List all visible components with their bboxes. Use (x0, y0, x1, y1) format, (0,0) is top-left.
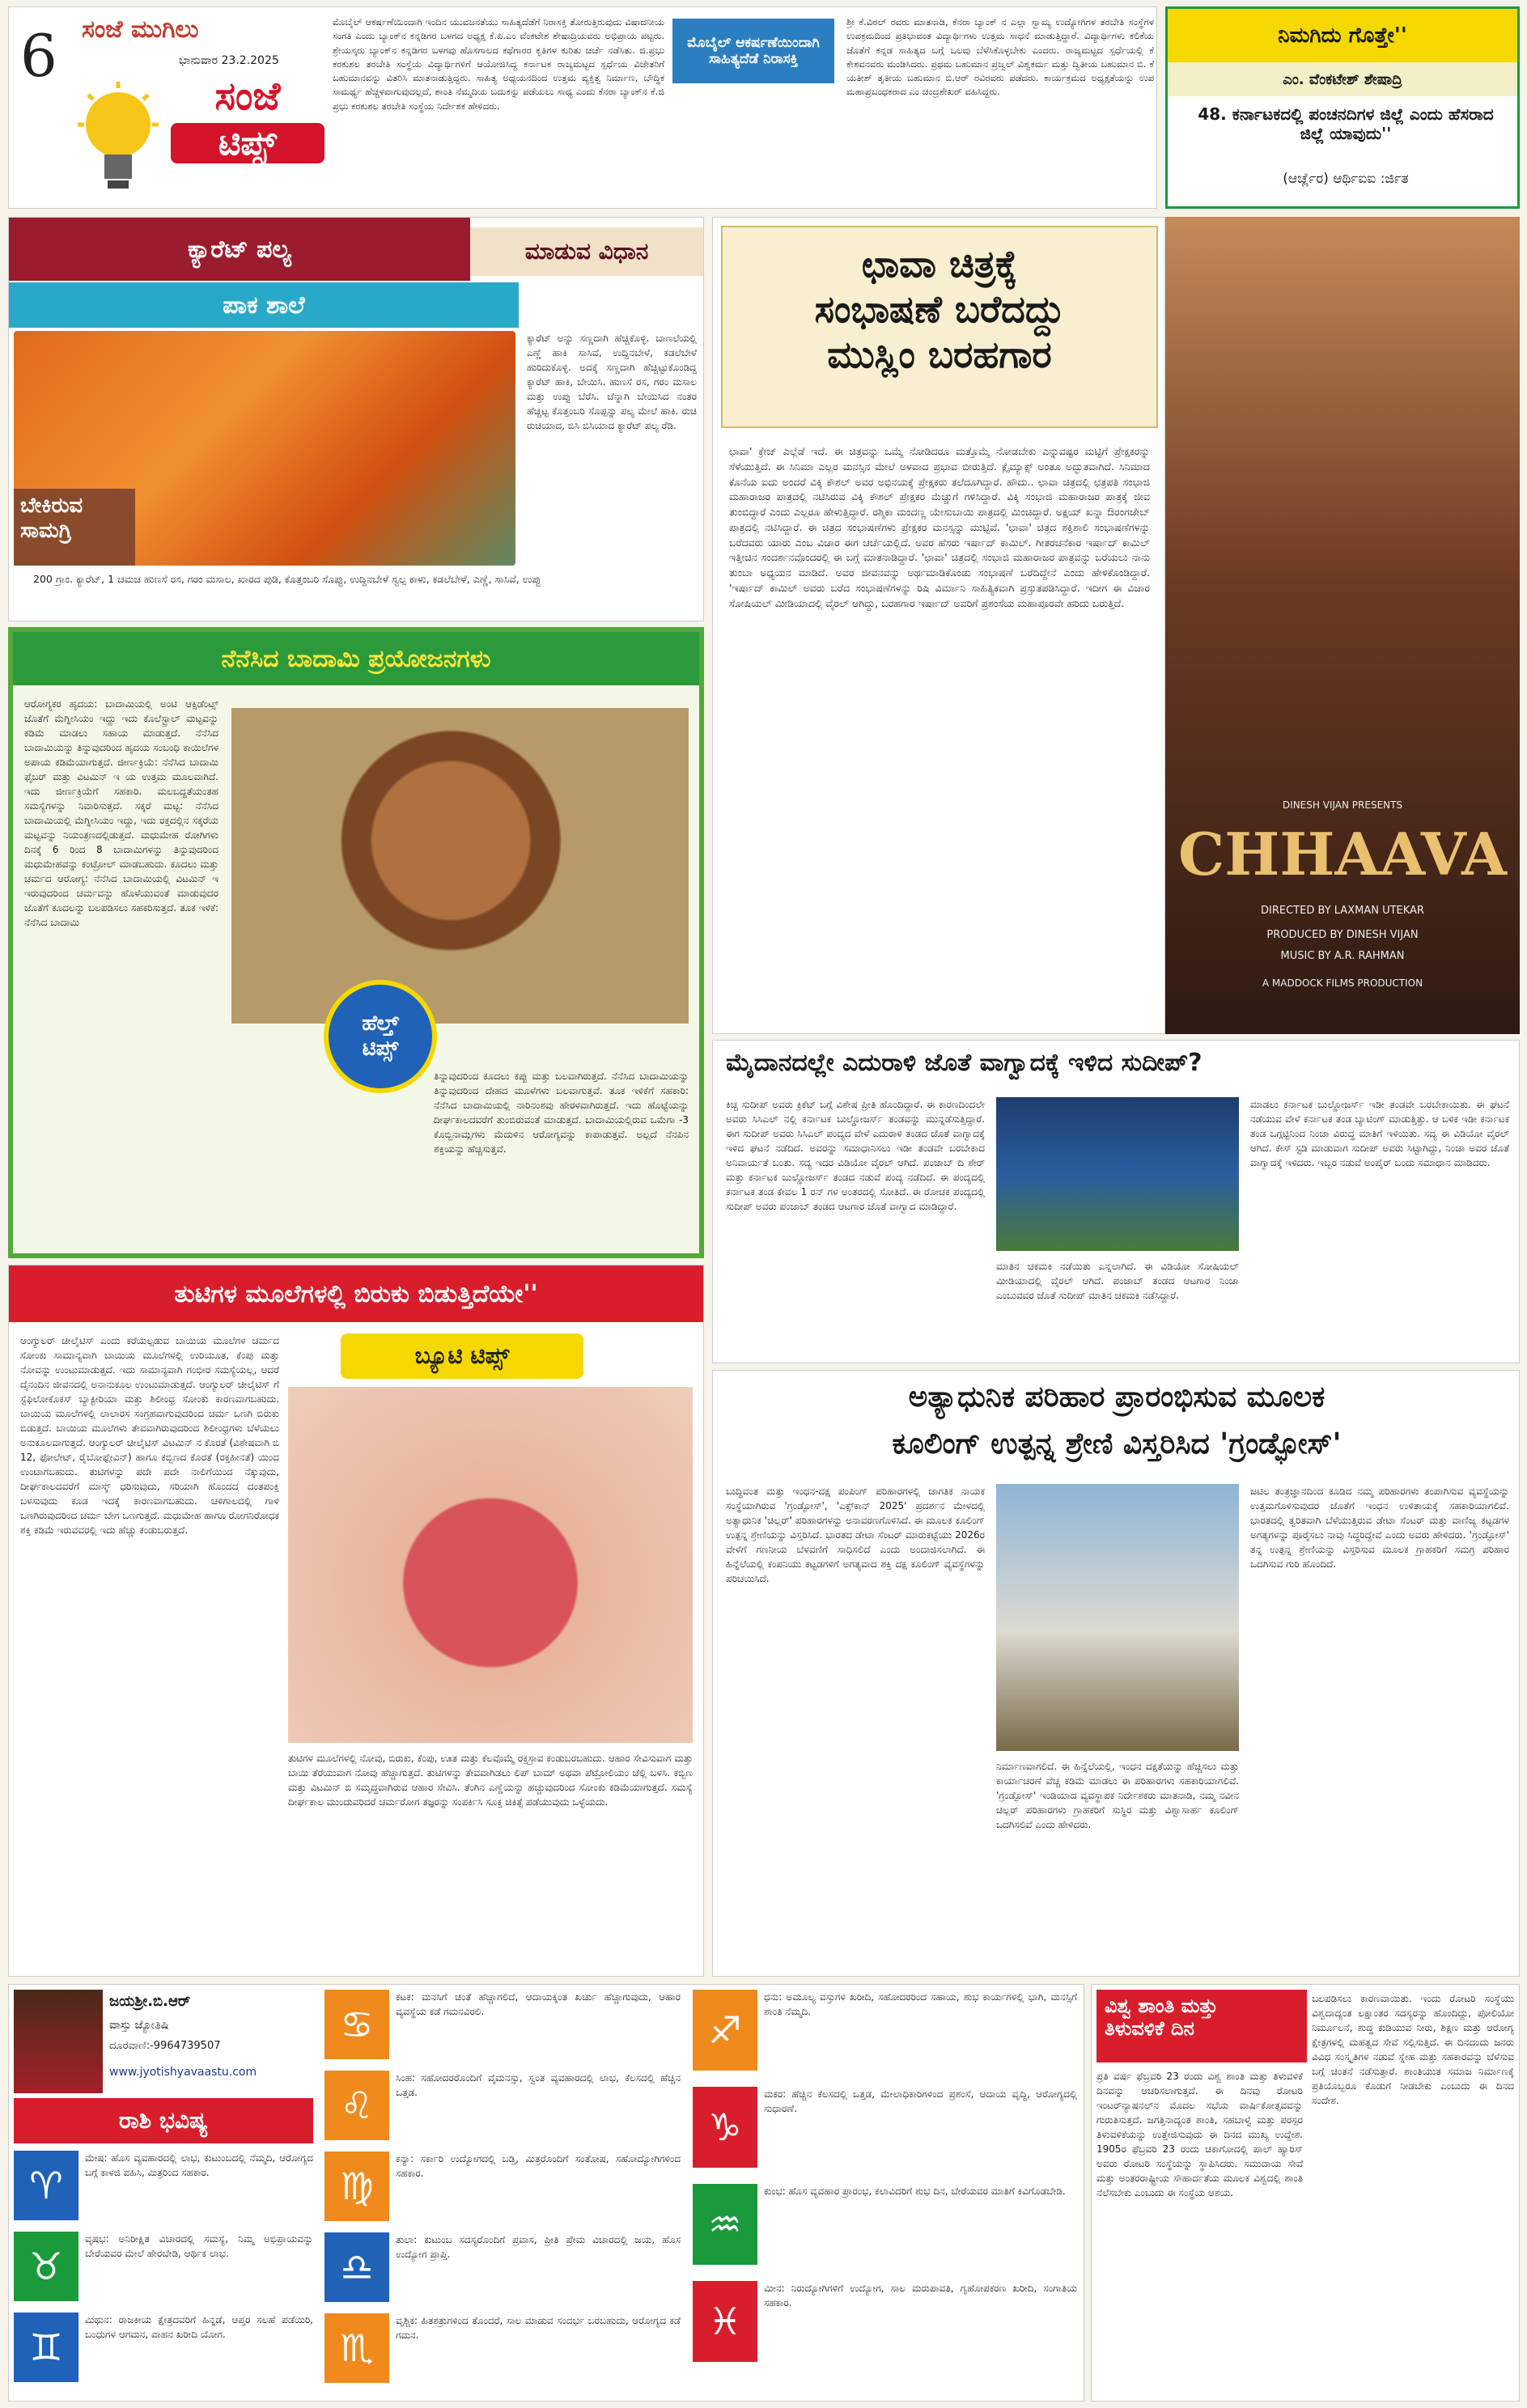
sudeep-col3: ಮಾಡಲು ಕರ್ನಾಟಕ ಬುಲ್ಡೋಜರ್ಸ್ ಇಡೀ ತಂಡವೇ ಬರಬೇಕಾಯಿತು. ಈ ಘಟನೆ ನಡೆಯುವ ವೇಳೆ ಕರ್ನಾಟಕ ತಂಡ ಬ್ಯಾಟಿಂಗ್ ಮಾಡುತ್ತಿತ್ತು. ಆ ಬಳಿಕ ಇಡೀ ಕರ್ನಾಟಕ ತಂಡ ಒಗ್ಗಟ್ಟಿನಿಂದ ನಿಂಜಾ ವಿರುದ್ಧ ಮಾತಿಗೆ ಇಳಿಯಿತು. ಸದ್ಯ ಈ ವಿಡಿಯೋ ವೈರಲ್ ಆಗಿದೆ. ಕೇಸ್ ಸ್ಟಡಿ ಮಾಡುವಾಗ ಸುದೀಪ್ ಅವರು ಸಿಟ್ಟಾಗಿದ್ದು, ನಿಂಜಾ ಅವರ ಜೊತೆ ವಾಗ್ವಾದಕ್ಕೆ ಇಳಿದರು. ಇಬ್ಬರ ನಡುವೆ ಅಂಪೈರ್ ಬಂದು ಸಮಾಧಾನ ಮಾಡಿದರು. (1250, 1099, 1509, 1168)
peace-title-line2: ತಿಳುವಳಿಕೆ ದಿನ (1105, 2017, 1194, 2040)
horoscope-text: ಮೇಷ: ಹೊಸ ವ್ಯವಹಾರದಲ್ಲಿ ಲಾಭ, ಕುಟುಂಬದಲ್ಲಿ ನೆಮ್ಮದಿ, ಆರೋಗ್ಯದ ಬಗ್ಗೆ ಕಾಳಜಿ ವಹಿಸಿ, ಮಿತ್ರರಿಂದ ಸಹಕಾರ. (85, 2152, 313, 2178)
aquarius-icon: ♒ (693, 2184, 757, 2265)
chhaava-body: ಛಾವಾ' ಕ್ರೇಜ್ ಎಲ್ಲೆಡೆ ಇದೆ. ಈ ಚಿತ್ರವನ್ನು ಒಮ್ಮೆ ನೋಡಿದರೂ ಮತ್ತೊಮ್ಮೆ ನೋಡಬೇಕು ಎನ್ನುವಷ್ಟರ ಮಟ್ಟಿಗೆ ಪ್ರೇಕ್ಷಕರನ್ನು ಸೆಳೆಯುತ್ತಿದೆ. ಈ ಸಿನಿಮಾ ಎಲ್ಲರ ಮನಸ್ಸಿನ ಮೇಲೆ ಅಳವಾದ ಪ್ರಭಾವ ಬೀರುತ್ತಿದೆ. ಕ್ಲೈಮ್ಯಾಕ್ಸ್ ಅಂತೂ ಅದ್ಭುತವಾಗಿದೆ. ಸಿನಿಮಾದ ಕೊನೆಯ ಐದು ಅಂದರೆ ವಿಕ್ಕಿ ಕೌಶಲ್ ಅವರ ಅಭಿನಯಕ್ಕೆ ಪ್ರೇಕ್ಷಕರು ತಲೆದೂಗಿದ್ದಾರೆ. ಹೌದು.. ಛಾವಾ ಚಿತ್ರದಲ್ಲಿ ಛತ್ರಪತಿ ಸಂಭಾಜಿ ಮಹಾರಾಜರ ಪಾತ್ರದಲ್ಲಿ ನಟಿಸಿರುವ ವಿಕ್ಕಿ ಕೌಶಲ್ ಪ್ರೇಕ್ಷಕರ ಮೆಚ್ಚುಗೆ ಗಳಿಸಿದ್ದಾರೆ. ವಿಕ್ಕಿ ಸಂಭಾಜಿ ಮಹಾರಾಜರ ಪಾತ್ರಕ್ಕೆ ಜೀವ ತುಂಬಿದ್ದಾರೆ ಎಂದು ಎಲ್ಲರೂ ಹೇಳುತ್ತಿದ್ದಾರೆ. ರಶ್ಮಿಕಾ ಮಂದಣ್ಣ ಯೇಸುಬಾಯಿ ಪಾತ್ರದಲ್ಲಿ ಮಿಂಚಿದ್ದಾರೆ. ಅಕ್ಷಯ್ ಖನ್ನಾ ಔರಂಗಜೇಬ್ ಪಾತ್ರದಲ್ಲಿ ನಟಿಸಿದ್ದಾರೆ. ಈ ಚಿತ್ರದ ಸಂಭಾಷಣೆಗಳು ಪ್ರೇಕ್ಷಕರ ಮನಸ್ಸನ್ನು ಮುಟ್ಟಿವೆ. 'ಛಾವಾ' ಚಿತ್ರದ ಶಕ್ತಿಶಾಲಿ ಸಂಭಾಷಣೆಗಳನ್ನು ಬರೆದವರು ಯಾರು ಎಂಬ ವಿಚಾರ ಈಗ ಚರ್ಚೆಯಲ್ಲಿದೆ. ಅವರ ಹೆಸರು ಇರ್ಷಾದ್ ಕಾಮಿಲ್. ಗೀತರಚನೆಕಾರ ಇರ್ಷಾದ್ ಕಾಮಿಲ್ ಇತ್ತೀಚಿನ ಸಂದರ್ಶನವೊಂದರಲ್ಲಿ ಈ ಬಗ್ಗೆ ಮಾತನಾಡಿದ್ದಾರೆ. 'ಛಾವಾ' ಚಿತ್ರದಲ್ಲಿ ಸಂಭಾಜಿ ಮಹಾರಾಜರ ಪಾತ್ರವನ್ನು ಬರೆಯಲು ನಾನು ತುಂಬಾ ಅಧ್ಯಯನ ಮಾಡಿದೆ. ಅವರ ಜೀವನವನ್ನು ಅರ್ಥಮಾಡಿಕೊಂಡು ಸಂಭಾಷಣೆ ಬರೆದಿದ್ದೇನೆ ಎಂದು ಹೇಳಿಕೊಂಡಿದ್ದಾರೆ. 'ಇರ್ಷಾದ್ ಕಾಮಿಲ್ ಅವರು ಬರೆದ ಸಂಭಾಷಣೆಗಳನ್ನು ರಿಷಿ ವಿರ್ಮಾನಿ ಸಾಹಿತ್ಯಿಕವಾಗಿ ಪ್ರಸ್ತುತಪಡಿಸಿದ್ದಾರೆ. ಇದೀಗ ಈ ವಿಚಾರ ಸೋಷಿಯಲ್ ಮೀಡಿಯಾದಲ್ಲಿ ವೈರಲ್ ಆಗಿದ್ದು, ಬರಹಗಾರ ಇರ್ಷಾದ್ ಅವರಿಗೆ ಪ್ರಶಂಸೆಯ ಮಹಾಪೂರವೇ ಹರಿದು ಬರುತ್ತಿದೆ. (729, 445, 1150, 609)
horoscope-item (324, 2313, 681, 2394)
peace-col2: ಬಲಪಡಿಸಲು ಕಾರಣವಾಯಿತು. ಇಂದು ರೋಟರಿ ಸಂಸ್ಥೆಯು ವಿಶ್ವದಾದ್ಯಂತ ಲಕ್ಷಾಂತರ ಸದಸ್ಯರನ್ನು ಹೊಂದಿದ್ದು, ಪೋಲಿಯೋ ನಿರ್ಮೂಲನೆ, ಶುದ್ಧ ಕುಡಿಯುವ ನೀರು, ಶಿಕ್ಷಣ ಮತ್ತು ಆರೋಗ್ಯ ಕ್ಷೇತ್ರಗಳಲ್ಲಿ ಮಹತ್ವದ ಸೇವೆ ಸಲ್ಲಿಸುತ್ತಿದೆ. ಈ ದಿನದಂದು ಜನರು ವಿವಿಧ ಸಂಸ್ಕೃತಿಗಳ ನಡುವೆ ಸ್ನೇಹ ಮತ್ತು ಸಹಕಾರವನ್ನು ಬೆಳೆಸುವ ಬಗ್ಗೆ ಚಿಂತನೆ ನಡೆಸುತ್ತಾರೆ. ಶಾಂತಿಯುತ ಸಮಾಜ ನಿರ್ಮಾಣಕ್ಕೆ ಪ್ರತಿಯೊಬ್ಬರೂ ಕೊಡುಗೆ ನೀಡಬೇಕು ಎಂಬುದು ಈ ದಿನದ ಸಂದೇಶ. (1312, 1993, 1514, 2106)
section-title-line1: ಸಂಜೆ (214, 74, 281, 119)
badge-line1: ಹೆಲ್ತ್ (362, 1011, 399, 1036)
horoscope-col3 (693, 1990, 1077, 2398)
recipe-section-label: ಪಾಕ ಶಾಲೆ (9, 282, 519, 328)
quiz-answer: (ಆರ್ಚ್ಲೆರ) ಆರ್ಥಿಐಐ :ರ್ಜಿತ (1283, 171, 1409, 187)
grundfos-title-line1: ಅತ್ಯಾಧುನಿಕ ಪರಿಹಾರ ಪ್ರಾರಂಭಿಸುವ ಮೂಲಕ (908, 1380, 1326, 1414)
lips-section (8, 1265, 704, 1977)
horoscope-text: ತುಲಾ: ಕುಟುಂಬ ಸದಸ್ಯರೊಂದಿಗೆ ಪ್ರವಾಸ, ಪ್ರೀತಿ ಪ್ರೇಮ ವಿಚಾರದಲ್ಲಿ ಜಯ, ಹೊಸ ಉದ್ಯೋಗ ಪ್ರಾಪ್ತಿ. (396, 2234, 681, 2260)
almond-title: ನೆನೆಸಿದ ಬಾದಾಮಿ ಪ್ರಯೋಜನಗಳು (13, 632, 699, 685)
aries-icon: ♈ (14, 2151, 78, 2220)
horoscope-text: ಮಕರ: ಹೆಚ್ಚಿನ ಕೆಲಸದಲ್ಲಿ ಒತ್ತಡ, ಮೇಲಾಧಿಕಾರಿಗಳಿಂದ ಪ್ರಶಂಸೆ, ಆದಾಯ ವೃದ್ಧಿ, ಆರೋಗ್ಯದಲ್ಲಿ ಸುಧಾರಣೆ. (764, 2088, 1077, 2114)
almond-section (8, 627, 704, 1258)
horoscope-item (693, 2184, 1077, 2281)
grundfos-col1: ಬುದ್ಧಿವಂತ ಮತ್ತು ಇಂಧನ-ದಕ್ಷ ಪಂಪಿಂಗ್ ಪರಿಹಾರಗಳಲ್ಲಿ ಜಾಗತಿಕ ನಾಯಕ ಸಂಸ್ಥೆಯಾಗಿರುವ 'ಗ್ರಂಡ್ಫೋಸ್', 'ಎಕ್ಸ್‌ಕಾನ್ 2025' ಪ್ರದರ್ಶನ ಮೇಳದಲ್ಲಿ ಅತ್ಯಾಧುನಿಕ 'ಚಿಲ್ಲರ್' ಪರಿಹಾರಗಳನ್ನು ಅನಾವರಣಗೊಳಿಸಿದೆ. ಈ ಮೂಲಕ ಕೂಲಿಂಗ್ ಉತ್ಪನ್ನ ಶ್ರೇಣಿಯನ್ನು ವಿಸ್ತರಿಸಿದೆ. ಭಾರತದ ಡೇಟಾ ಸೆಂಟರ್ ಮಾರುಕಟ್ಟೆಯು 2026ರ ವೇಳೆಗೆ ಗಣನೀಯ ಬೆಳವಣಿಗೆ ಸಾಧಿಸಲಿದೆ ಎಂದು ಅಂದಾಜಿಸಲಾಗಿದೆ. ಈ ಹಿನ್ನೆಲೆಯಲ್ಲಿ ಕಂಪನಿಯು ಕಟ್ಟಡಗಳಿಗೆ ಅಗತ್ಯವಾದ ಶಕ್ತಿ ದಕ್ಷ ಕೂಲಿಂಗ್ ವ್ಯವಸ್ಥೆಗಳನ್ನು ಪರಿಚಯಿಸಿದೆ. (726, 1486, 985, 1584)
almond-col2: ತಿನ್ನುವುದರಿಂದ ಕೂದಲು ಕಪ್ಪು ಮತ್ತು ಬಲವಾಗಿರುತ್ತದೆ. ನೆನೆಸಿದ ಬಾದಾಮಿಯನ್ನು ತಿನ್ನುವುದರಿಂದ ದೇಹದ ಮೂಳೆಗಳು ಬಲವಾಗುತ್ತವೆ. ತೂಕ ಇಳಿಕೆಗೆ ಸಹಕಾರಿ: ನೆನೆಸಿದ ಬಾದಾಮಿಯಲ್ಲಿ ನಾರಿನಂಶವು ಹೇರಳವಾಗಿರುತ್ತದೆ. ಇದು ಹೊಟ್ಟೆಯನ್ನು ದೀರ್ಘಕಾಲದವರೆಗೆ ತುಂಬಿರುವಂತೆ ಮಾಡುತ್ತದೆ. ಬಾದಾಮಿಯಲ್ಲಿರುವ ಒಮೆಗಾ -3 ಕೊಬ್ಬಿನಾಮ್ಲಗಳು ಮೆದುಳಿನ ಆರೋಗ್ಯವನ್ನು ಕಾಪಾಡುತ್ತವೆ. ಅಲ್ಲದೆ ನೆನಪಿನ ಶಕ್ತಿಯನ್ನು ಹೆಚ್ಚಿಸುತ್ತವೆ. (434, 1070, 689, 1155)
recipe-section (8, 217, 704, 621)
horoscope-text: ಕಟಕ: ಮನಸಿಗೆ ಚಿಂತೆ ಹೆಚ್ಚಾಗಲಿದೆ, ಆದಾಯಕ್ಕಿಂತ ಖರ್ಚು ಹೆಚ್ಚಾಗುವುದು, ಆಹಾರ ವ್ಯವಸ್ಥೆಯ ಕಡೆ ಗಮನವಿರಲಿ. (396, 1991, 681, 2017)
horoscope-text: ವೃಷಭ: ಅನಿರೀಕ್ಷಿತ ವಿಚಾರದಲ್ಲಿ ಸಮಸ್ಯೆ, ನಿಮ್ಮ ಅಭಿಪ್ರಾಯವನ್ನು ಬೇರೆಯವರ ಮೇಲೆ ಹೇರಬೇಡಿ, ಆರ್ಥಿಕ ಲಾಭ. (85, 2233, 313, 2259)
lips-title: ತುಟಿಗಳ ಮೂಲೆಗಳಲ್ಲಿ ಬಿರುಕು ಬಿಡುತ್ತಿದೆಯೇ'' (9, 1265, 703, 1322)
recipe-method-label: ಮಾಡುವ ವಿಧಾನ (470, 227, 703, 276)
horoscope-item (14, 2313, 313, 2393)
capricorn-icon: ♑ (693, 2087, 757, 2168)
quiz-author: ಎಂ. ವೆಂಕಟೇಶ್ ಶೇಷಾದ್ರಿ (1168, 62, 1517, 96)
horoscope-text: ಸಿಂಹ: ಸಹೋದರರೊಂದಿಗೆ ವೈಮನಸ್ಸು, ಸ್ವಂತ ವ್ಯವಹಾರದಲ್ಲಿ ಲಾಭ, ಕೆಲಸದಲ್ಲಿ ಹೆಚ್ಚಿನ ಒತ್ತಡ. (396, 2072, 681, 2098)
chhaava-poster (1165, 217, 1520, 1034)
horoscope-text: ಮಿಥುನ: ರಾಜಕೀಯ ಕ್ಷೇತ್ರದವರಿಗೆ ಹಿನ್ನಡೆ, ಆಪ್ತರ ಸಲಹೆ ಪಡೆಯಿರಿ, ಬಂಧುಗಳ ಆಗಮನ, ವಾಹನ ಖರೀದಿ ಯೋಗ. (85, 2314, 313, 2340)
horoscope-col1 (14, 2151, 313, 2397)
astrologer-phone: ದೂರವಾಣಿ:-9964739507 (109, 2040, 221, 2052)
poster-director: DIRECTED BY LAXMAN UTEKAR (1261, 905, 1424, 917)
paper-date: ಭಾನುವಾರ 23.2.2025 (179, 54, 279, 67)
astrologer-role: ವಾಸ್ತು ಜ್ಯೋತಿಷಿ (109, 2019, 169, 2032)
horoscope-text: ವೃಶ್ಚಿಕ: ಹಿತಶತ್ರುಗಳಿಂದ ತೊಂದರೆ, ಸಾಲ ಮಾಡುವ ಸಂದರ್ಭ ಬರಬಹುದು, ಆರೋಗ್ಯದ ಕಡೆ ಗಮನ. (396, 2315, 681, 2341)
horoscope-item (693, 2281, 1077, 2378)
ingredients-label (14, 489, 135, 566)
recipe-ingredients-text: 200 ಗ್ರಾಂ. ಕ್ಯಾರೆಟ್, 1 ಚಮಚ ಹುಣಸೆ ರಸ, ಗರಂ ಮಸಾಲ, ಖಾರದ ಪುಡಿ, ಕೊತ್ತಂಬರಿ ಸೊಪ್ಪು, ಉದ್ದಿನಬೇಳೆ ಸ್ವಲ್ಪ ಕಾಳು, ಕಡಲೆಬೇಳೆ, ಎಣ್ಣೆ, ಸಾಸಿವೆ, ಉಪ್ಪು (33, 573, 541, 585)
recipe-dish-title: ಕ್ಯಾರೆಟ್ ಪಲ್ಯ (9, 218, 470, 281)
horoscope-item (324, 2152, 681, 2232)
poster-music: MUSIC BY A.R. RAHMAN (1280, 950, 1405, 962)
almond-bowl-photo (231, 708, 689, 1024)
horoscope-item (324, 2071, 681, 2152)
sagittarius-icon: ♐ (693, 1990, 757, 2071)
horoscope-item (324, 1990, 681, 2071)
astrologer-photo (14, 1990, 103, 2093)
horoscope-text: ಕುಂಭ: ಹೊಸ ವ್ಯವಹಾರ ಪ್ರಾರಂಭ, ಕಲಾವಿದರಿಗೆ ಶುಭ ದಿನ, ಬೇರೆಯವರ ಮಾತಿಗೆ ಕಿವಿಗೊಡಬೇಡಿ. (764, 2185, 1066, 2197)
recipe-method-text: ಕ್ಯಾರೆಟ್ ಅನ್ನು ಸಣ್ಣದಾಗಿ ಹೆಚ್ಚಿಕೊಳ್ಳಿ. ಬಾಣಲೆಯಲ್ಲಿ ಎಣ್ಣೆ ಹಾಕಿ ಸಾಸಿವೆ, ಉದ್ದಿನಬೇಳೆ, ಕಡಲೆಬೇಳೆ ಹುರಿದುಕೊಳ್ಳಿ. ಅದಕ್ಕೆ ಸಣ್ಣದಾಗಿ ಹೆಚ್ಚಿಟ್ಟುಕೊಂಡಿದ್ದ ಕ್ಯಾರೆಟ್ ಹಾಕಿ, ಬೇಯಿಸಿ. ಹುಣಸೆ ರಸ, ಗರಂ ಮಸಾಲ ಮತ್ತು ಉಪ್ಪು ಬೆರೆಸಿ. ಚೆನ್ನಾಗಿ ಬೇಯಿಸಿದ ನಂತರ ಹೆಚ್ಚಿಟ್ಟ ಕೊತ್ತಂಬರಿ ಸೊಪ್ಪನ್ನು ಪಲ್ಯ ಮೇಲೆ ಹಾಕಿ. ರುಚಿ ರುಚಿಯಾದ, ಬಿಸಿ ಬಿಸಿಯಾದ ಕ್ಯಾರೆಟ್ ಪಲ್ಯ ರೆಡಿ. (527, 333, 697, 431)
lips-col2: ತುಟಿಗಳ ಮೂಲೆಗಳಲ್ಲಿ ನೋವು, ಬಿರುಕು, ಕೆಂಪು, ಊತ ಮತ್ತು ಕೆಲವೊಮ್ಮೆ ರಕ್ತಸ್ರಾವ ಕಂಡುಬರಬಹುದು. ಆಹಾರ ಸೇವಿಸುವಾಗ ಮತ್ತು ಬಾಯಿ ತೆರೆಯುವಾಗ ನೋವು ಹೆಚ್ಚಾಗುತ್ತದೆ. ತುಟಿಗಳನ್ನು ತೇವವಾಗಿಡಲು ಲಿಪ್ ಬಾಮ್ ಅಥವಾ ಪೆಟ್ರೋಲಿಯಂ ಜೆಲ್ಲಿ ಬಳಸಿ. ಕಬ್ಬಿಣ ಮತ್ತು ವಿಟಮಿನ್ ಬಿ ಸಮೃದ್ಧವಾಗಿರುವ ಆಹಾರ ಸೇವಿಸಿ. ತೆಂಗಿನ ಎಣ್ಣೆಯನ್ನು ಹಚ್ಚುವುದರಿಂದ ಸೋಂಕು ಕಡಿಮೆಯಾಗುತ್ತದೆ. ಸಮಸ್ಯೆ ದೀರ್ಘಕಾಲ ಮುಂದುವರಿದರೆ ಚರ್ಮರೋಗ ತಜ್ಞರನ್ನು ಸಂಪರ್ಕಿಸಿ ಸೂಕ್ತ ಚಿಕಿತ್ಸೆ ಪಡೆಯುವುದು ಒಳ್ಳೆಯದು. (288, 1753, 693, 1808)
chhaava-headline-box (721, 226, 1158, 428)
chhaava-article (712, 217, 1165, 1034)
poster-presents: DINESH VIJAN PRESENTS (1282, 799, 1403, 811)
cancer-icon: ♋ (324, 1990, 389, 2059)
horoscope-text: ಮೀನ: ನಿರುದ್ಯೋಗಿಗಳಿಗೆ ಉದ್ಯೋಗ, ಸಾಲ ಮರುಪಾವತಿ, ಗೃಹೋಪಕರಣ ಖರೀದಿ, ಸಂಗಾತಿಯ ಸಹಕಾರ. (764, 2283, 1077, 2308)
horoscope-section-title: ರಾಶಿ ಭವಿಷ್ಯ (14, 2098, 313, 2143)
astrologer-name: ಜಯಶ್ರೀ.ಬಿ.ಆರ್ (109, 1993, 191, 2010)
top-story-headline: ಮೊಬೈಲ್ ಆಕರ್ಷಣೆಯಿಂದಾಗಿ ಸಾಹಿತ್ಯದೆಡೆ ನಿರಾಸಕ್ತಿ (672, 19, 834, 83)
quiz-question: 48. ಕರ್ನಾಟಕದಲ್ಲಿ ಪಂಚನದಿಗಳ ಜಿಲ್ಲೆ ಎಂದು ಹೆಸರಾದ ಜಿಲ್ಲೆ ಯಾವುದು'' (1198, 104, 1494, 143)
virgo-icon: ♍ (324, 2152, 389, 2221)
sudeep-article (712, 1040, 1520, 1363)
chhaava-title-line2: ಸಂಭಾಷಣೆ ಬರೆದದ್ದು (814, 287, 1065, 331)
quiz-box (1165, 6, 1520, 209)
grundfos-article (712, 1370, 1520, 1977)
paper-name: ಸಂಜೆ ಮುಗಿಲು (82, 15, 199, 44)
chhaava-title-line1: ಛಾವಾ ಚಿತ್ರಕ್ಕೆ (861, 242, 1018, 286)
horoscope-item (693, 2087, 1077, 2184)
horoscope-item (14, 2151, 313, 2232)
health-tips-badge (324, 980, 437, 1093)
chhaava-title-line3: ಮುಸ್ಲಿಂ ಬರಹಗಾರ (827, 333, 1052, 376)
sudeep-col2: ಮಾತಿನ ಚಕಮಕಿ ನಡೆಯಿತು ಎನ್ನಲಾಗಿದೆ. ಈ ವಿಡಿಯೋ ಸೋಷಿಯಲ್ ಮೀಡಿಯಾದಲ್ಲಿ ವೈರಲ್ ಆಗಿದೆ. ಪಂಜಾಬ್ ತಂಡದ ಆಟಗಾರ ನಿಂಜಾ ಎಂಬುವವರ ಜೊತೆ ಸುದೀಪ್ ಮಾತಿನ ಚಕಮಕಿ ನಡೆಸಿದ್ದಾರೆ. (996, 1261, 1239, 1301)
horoscope-item (14, 2232, 313, 2313)
bulb-icon (74, 80, 163, 201)
pisces-icon: ♓ (693, 2281, 757, 2362)
page-number: 6 (20, 22, 57, 87)
poster-company: A MADDOCK FILMS PRODUCTION (1262, 977, 1423, 989)
peace-article (1091, 1984, 1520, 2402)
beauty-tips-badge: ಬ್ಯೂಟಿ ಟಿಪ್ಸ್ (341, 1333, 583, 1379)
libra-icon: ♎ (324, 2232, 389, 2302)
peace-col1: ಪ್ರತಿ ವರ್ಷ ಫೆಬ್ರವರಿ 23 ರಂದು ವಿಶ್ವ ಶಾಂತಿ ಮತ್ತು ತಿಳುವಳಿಕೆ ದಿನವನ್ನು ಆಚರಿಸಲಾಗುತ್ತದೆ. ಈ ದಿನವು ರೋಟರಿ ಇಂಟರ್‌ನ್ಯಾಷನಲ್‌ನ ಮೊದಲ ಸಭೆಯ ವಾರ್ಷಿಕೋತ್ಸವವನ್ನು ಗುರುತಿಸುತ್ತದೆ. ಜಗತ್ತಿನಾದ್ಯಂತ ಶಾಂತಿ, ಸಹಬಾಳ್ವೆ ಮತ್ತು ಪರಸ್ಪರ ತಿಳುವಳಿಕೆಯನ್ನು ಉತ್ತೇಜಿಸುವುದು ಈ ದಿನದ ಮುಖ್ಯ ಉದ್ದೇಶ. 1905ರ ಫೆಬ್ರವರಿ 23 ರಂದು ಚಿಕಾಗೋದಲ್ಲಿ ಪಾಲ್ ಹ್ಯಾರಿಸ್ ಅವರು ರೋಟರಿ ಸಂಸ್ಥೆಯನ್ನು ಸ್ಥಾಪಿಸಿದರು. ಸಮುದಾಯ ಸೇವೆ ಮತ್ತು ಅಂತರರಾಷ್ಟ್ರೀಯ ಸೌಹಾರ್ದತೆಯ ಮೂಲಕ ವಿಶ್ವದಲ್ಲಿ ಶಾಂತಿ ನೆಲೆಸಬೇಕು ಎಂಬುದು ಈ ಸಂಸ್ಥೆಯ ಆಶಯ. (1096, 2071, 1303, 2198)
ingredients-label-line2: ಸಾಮಗ್ರಿ (20, 519, 72, 543)
lips-photo (288, 1387, 693, 1743)
grundfos-building-photo (996, 1484, 1239, 1751)
sudeep-title: ಮೈದಾನದಲ್ಲೇ ಎದುರಾಳಿ ಜೊತೆ ವಾಗ್ವಾದಕ್ಕೆ ಇಳಿದ ಸುದೀಪ್? (726, 1049, 1203, 1077)
horoscope-item (693, 1990, 1077, 2087)
section-title (171, 74, 324, 203)
horoscope-text: ಕನ್ಯಾ: ಸರ್ಕಾರಿ ಉದ್ಯೋಗದಲ್ಲಿ ಬಡ್ತಿ, ಮಿತ್ರರೊಂದಿಗೆ ಸಂತೋಷ, ಸಹೋದ್ಯೋಗಿಗಳಿಂದ ಸಹಕಾರ. (396, 2153, 681, 2179)
section-title-line2: ಟಿಪ್ಸ್ (171, 123, 324, 163)
poster-producer: PRODUCED BY DINESH VIJAN (1266, 929, 1419, 941)
ingredients-label-line1: ಬೇಕಿರುವ (20, 494, 83, 518)
sudeep-col1: ಕಿಚ್ಚ ಸುದೀಪ್ ಅವರು ಕ್ರಿಕೆಟ್ ಬಗ್ಗೆ ವಿಶೇಷ ಪ್ರೀತಿ ಹೊಂದಿದ್ದಾರೆ. ಈ ಕಾರಣದಿಂದಲೇ ಅವರು ಸಿಸಿಎಲ್ ನಲ್ಲಿ ಕರ್ನಾಟಕ ಬುಲ್ಡೋಜರ್ಸ್ ತಂಡವನ್ನು ಮುನ್ನಡೆಸುತ್ತಿದ್ದಾರೆ. ಈಗ ಸುದೀಪ್ ಅವರು ಸಿಸಿಎಲ್ ಪಂದ್ಯದ ವೇಳೆ ಎದುರಾಳಿ ತಂಡದ ಜೊತೆ ವಾಗ್ವಾದಕ್ಕೆ ಇಳಿದ ಘಟನೆ ನಡೆದಿದೆ. ಅವರನ್ನು ಸಮಾಧಾನಿಸಲು ಇಡೀ ತಂಡವೇ ಬರಬೇಕಾದ ಅನಿವಾರ್ಯತೆ ಬಂತು. ಸದ್ಯ ಇದರ ವಿಡಿಯೋ ವೈರಲ್ ಆಗಿದೆ. ಪಂಜಾಬ್ ದಿ ಶೇರ್ ಮತ್ತು ಕರ್ನಾಟಕ ಬುಲ್ಡೋಜರ್ಸ್ ತಂಡದ ನಡುವೆ ಪಂದ್ಯ ನಡೆದಿದೆ. ಈ ಪಂದ್ಯದಲ್ಲಿ ಕರ್ನಾಟಕ ತಂಡ ಕೇವಲ 1 ರನ್ ಗಳ ಅಂತರದಲ್ಲಿ ಸೋತಿದೆ. ಈ ರೋಚಕ ಪಂದ್ಯದಲ್ಲಿ ಸುದೀಪ್ ಅವರು ಪಂಜಾಬ್ ತಂಡದ ಆಟಗಾರ ಜೊತೆ ವಾಗ್ವಾದ ಮಾಡಿದ್ದಾರೆ. (726, 1099, 985, 1212)
leo-icon: ♌ (324, 2071, 389, 2140)
taurus-icon: ♉ (14, 2232, 78, 2301)
horoscope-item (324, 2232, 681, 2313)
astrologer-website[interactable]: www.jyotishyavaastu.com (109, 2066, 257, 2079)
peace-headline-box (1096, 1990, 1307, 2062)
horoscope-text: ಧನು: ಅಮೂಲ್ಯ ವಸ್ತುಗಳ ಖರೀದಿ, ಸಹೋದರರಿಂದ ಸಹಾಯ, ಶುಭ ಕಾರ್ಯಗಳಲ್ಲಿ ಭಾಗಿ, ಮನಸ್ಸಿಗೆ ಶಾಂತಿ ನೆಮ್ಮದಿ. (764, 1991, 1077, 2017)
grundfos-title-line2: ಕೂಲಿಂಗ್ ಉತ್ಪನ್ನ ಶ್ರೇಣಿ ವಿಸ್ತರಿಸಿದ 'ಗ್ರಂಡ್ಫೋಸ್' (892, 1427, 1342, 1460)
scorpio-icon: ♏ (324, 2313, 389, 2383)
horoscope-col2 (324, 1990, 681, 2398)
badge-line2: ಟಿಪ್ಸ್ (362, 1037, 399, 1061)
top-story-right: ಶ್ರೀ ಕೆ.ವಿಠಲ್ ರವರು ಮಾತನಾಡಿ, ಕೆನರಾ ಬ್ಯಾಂಕ್ ನ ಎಲ್ಲಾ ಸ್ವಾಮ್ಯ ಉದ್ಯೋಗಿಗಳ ತರಬೇತಿ ಸಂಸ್ಥೆಗಳ ಉಪಕ್ರಮದಿಂದ ಪ್ರತಿಭಾವಂತ ವಿದ್ಯಾರ್ಥಿಗಳು ಉತ್ತಮ ಸಾಧನೆ ಮಾಡುತ್ತಿದ್ದಾರೆ. ವಿದ್ಯಾರ್ಥಿಗಳು ಕಲಿಕೆಯ ಜೊತೆಗೆ ಕನ್ನಡ ಸಾಹಿತ್ಯದ ಬಗ್ಗೆ ಒಲವು ಬೆಳೆಸಿಕೊಳ್ಳಬೇಕು ಎಂದರು. ರಾಜ್ಯಮಟ್ಟದ ಸ್ಪರ್ಧೆಯಲ್ಲಿ ಕೆ ಕೇಶವನವರು ಮಂಡಿಸಿದರು. ಪ್ರಥಮ ಬಹುಮಾನ ಪ್ರಜ್ವಲ್ ವಿಶ್ವಕರ್ಮ ಮತ್ತು ದ್ವಿತೀಯ ಬಹುಮಾನ ಬಿ. ಕೆ ಯತೀಶ್ ತೃತೀಯ ಬಹುಮಾನ ಬಿ.ಆರ್ ರವಿರವರು ಪಡೆದರು. ಕಾರ್ಯಕ್ರಮದ ಅಧ್ಯಕ್ಷತೆಯನ್ನು ಉಪ ಮಹಾಪ್ರಬಂಧಕರಾದ ಎಂ ಚಂದ್ರಶೇಖರ್ ವಹಿಸಿದ್ದರು. (846, 16, 1154, 98)
peace-title-line1: ವಿಶ್ವ ಶಾಂತಿ ಮತ್ತು (1105, 1995, 1218, 2017)
quiz-title: ನಿಮಗಿದು ಗೊತ್ತೇ'' (1168, 9, 1517, 62)
masthead (8, 6, 1157, 209)
grundfos-col2: ನಿರ್ಮಾಣವಾಗಲಿದೆ. ಈ ಹಿನ್ನೆಲೆಯಲ್ಲಿ, ಇಂಧನ ದಕ್ಷತೆಯನ್ನು ಹೆಚ್ಚಿಸಲು ಮತ್ತು ಕಾರ್ಯಾಚರಣೆ ವೆಚ್ಚ ಕಡಿಮೆ ಮಾಡಲು ಈ ಪರಿಹಾರಗಳು ಸಹಕಾರಿಯಾಗಲಿವೆ. 'ಗ್ರಂಡ್ಫೋಸ್' ಇಂಡಿಯಾದ ವ್ಯವಸ್ಥಾಪಕ ನಿರ್ದೇಶಕರು ಮಾತನಾಡಿ, ನಮ್ಮ ನವೀನ ಚಿಲ್ಲರ್ ಪರಿಹಾರಗಳು ಗ್ರಾಹಕರಿಗೆ ಸುಸ್ಥಿರ ಮತ್ತು ವಿಶ್ವಾಸಾರ್ಹ ಕೂಲಿಂಗ್ ಒದಗಿಸಲಿವೆ ಎಂದು ಹೇಳಿದರು. (996, 1761, 1239, 1830)
gemini-icon: ♊ (14, 2313, 78, 2382)
astrology-section (8, 1984, 1084, 2402)
top-story-left: ಮೊಬೈಲ್ ಆಕರ್ಷಣೆಯಿಂದಾಗಿ ಇಂದಿನ ಯುವಜನತೆಯು ಸಾಹಿತ್ಯದೆಡೆಗೆ ನಿರಾಸಕ್ತಿ ತೋರುತ್ತಿರುವುದು ವಿಷಾದನೀಯ ಸಂಗತಿ ಎಂದು ಬ್ಯಾಂಕ್‌ನ ಕನ್ನಡಿಗರ ಬಳಗದ ಅಧ್ಯಕ್ಷ ಕೆ.ಪಿ.ಎಂ ವೆಂಕಟೇಶ ಶೇಷಾದ್ರಿಯವರು ಅಭಿಪ್ರಾಯ ಪಟ್ಟರು. ಶ್ರೇಯಸ್ಕರು ಬ್ಯಾಂಕ್‌ನ ಕನ್ನಡಿಗರ ಬಳಗವು ಹೊಸಗಾಲದ ಕಥೆಗಾರರ ಕೃತಿಗಳ ಕುರಿತು ಚರ್ಚೆ ನಡೆಸಿತು. ಜಿ.ಪ್ರಭು ಕರಕುಶಲ ತರಬೇತಿ ಸಂಸ್ಥೆಯ ವಿದ್ಯಾರ್ಥಿಗಳಿಗೆ ಆಯೋಜಿಸಿದ್ದ ಕರ್ನಾಟಕ ರಾಜ್ಯಮಟ್ಟದ ಸ್ಪರ್ಧೆಯ ವಿಜೇತರಿಗೆ ಬಹುಮಾನವನ್ನು ವಿತರಿಸಿ ಮಾತನಾಡುತ್ತಿದ್ದರು. ಸಾಹಿತ್ಯ ಅಧ್ಯಯನದಿಂದ ಉತ್ತಮ ವ್ಯಕ್ತಿತ್ವ ನಿರ್ಮಾಣ, ಬೌದ್ಧಿಕ ಸಾಮರ್ಥ್ಯ ಹೆಚ್ಚಳವಾಗುವುದಲ್ಲದೆ, ಶಾಂತಿ ನೆಮ್ಮದಿಯ ಬದುಕನ್ನು ಪಡೆಯಲು ಸಾಧ್ಯ ಎಂದು ಕೆನರಾ ಬ್ಯಾಂಕ್‌ನ ಕೆ.ಜಿ ಪ್ರಭು ಕರಕುಶಲ ತರಬೇತಿ ಸಂಸ್ಥೆಯ ನಿರ್ದೇಶಕ ಹೇಳಿದರು. (333, 16, 664, 112)
grundfos-col3: ಜಟಿಲ ತಂತ್ರಜ್ಞಾನದಿಂದ ಕೂಡಿದ ನಮ್ಮ ಪರಿಹಾರಗಳು ತಂಪಾಗಿಸುವ ವ್ಯವಸ್ಥೆಯನ್ನು ಉತ್ತಮಗೊಳಿಸುವುದರ ಜೊತೆಗೆ ಇಂಧನ ಉಳಿತಾಯಕ್ಕೆ ಸಹಕಾರಿಯಾಗಲಿವೆ. ಭಾರತದಲ್ಲಿ ತ್ವರಿತವಾಗಿ ಬೆಳೆಯುತ್ತಿರುವ ಡೇಟಾ ಸೆಂಟರ್ ಮತ್ತು ವಾಣಿಜ್ಯ ಕಟ್ಟಡಗಳ ಅಗತ್ಯಗಳನ್ನು ಪೂರೈಸಲು ನಾವು ಸಿದ್ಧರಿದ್ದೇವೆ ಎಂದು ಅವರು ಹೇಳಿದರು. 'ಗ್ರಂಡ್ಫೋಸ್' ತನ್ನ ಉತ್ಪನ್ನ ಶ್ರೇಣಿಯನ್ನು ವಿಸ್ತರಿಸುವ ಮೂಲಕ ಗ್ರಾಹಕರಿಗೆ ಸಮಗ್ರ ಪರಿಹಾರ ಒದಗಿಸುವ ಗುರಿ ಹೊಂದಿದೆ. (1250, 1486, 1509, 1570)
almond-col1: ಆರೋಗ್ಯಕರ ಹೃದಯ: ಬಾದಾಮಿಯಲ್ಲಿ ಅಂಟಿ ಆಕ್ಸಿಡೆಂಟ್ಸ್ ಜೊತೆಗೆ ಮೆಗ್ನೀಸಿಯಂ ಇದ್ದು ಇದು ಕೊಲೆಸ್ಟ್ರಾಲ್ ಮಟ್ಟವನ್ನು ಕಡಿಮೆ ಮಾಡಲು ಸಹಾಯ ಮಾಡುತ್ತದೆ. ನೆನೆಸಿದ ಬಾದಾಮಿಯನ್ನು ತಿನ್ನುವುದರಿಂದ ಹೃದಯ ಸಂಬಂಧಿ ಕಾಯಿಲೆಗಳ ಅಪಾಯ ಕಡಿಮೆಯಾಗುತ್ತದೆ. ಜೀರ್ಣಕ್ರಿಯೆ: ನೆನೆಸಿದ ಬಾದಾಮಿ ಫೈಬರ್ ಮತ್ತು ವಿಟಮಿನ್ ಇ ಯ ಉತ್ತಮ ಮೂಲವಾಗಿದೆ. ಇದು ಜೀರ್ಣಕ್ರಿಯೆಗೆ ಸಹಕಾರಿ. ಮಲಬದ್ಧತೆಯಂತಹ ಸಮಸ್ಯೆಗಳನ್ನು ನಿವಾರಿಸುತ್ತದೆ. ಸಕ್ಕರೆ ಮಟ್ಟ: ನೆನೆಸಿದ ಬಾದಾಮಿಯಲ್ಲಿ ಮೆಗ್ನೀಸಿಯಂ ಇದ್ದು, ಇದು ರಕ್ತದಲ್ಲಿನ ಸಕ್ಕರೆಯ ಮಟ್ಟವನ್ನು ನಿಯಂತ್ರಣದಲ್ಲಿಡುತ್ತದೆ. ಮಧುಮೇಹ ರೋಗಿಗಳು ದಿನಕ್ಕೆ 6 ರಿಂದ 8 ಬಾದಾಮಿಗಳನ್ನು ತಿನ್ನುವುದರಿಂದ ಮಧುಮೇಹವನ್ನು ಕಂಟ್ರೋಲ್ ಮಾಡಬಹುದು. ಕೂದಲು ಮತ್ತು ಚರ್ಮದ ಆರೋಗ್ಯ: ನೆನೆಸಿದ ಬಾದಾಮಿಯಲ್ಲಿ ವಿಟಮಿನ್ ಇ ಇರುವುದರಿಂದ ಚರ್ಮವನ್ನು ಹೊಳೆಯುವಂತೆ ಮಾಡುವುದರ ಜೊತೆಗೆ ಕೂದಲನ್ನು ಬಲಪಡಿಸಲು ಸಹಕರಿಸುತ್ತದೆ. ತೂಕ ಇಳಿಕೆ: ನೆನೆಸಿದ ಬಾದಾಮಿ (24, 698, 218, 928)
lips-col1: ಆಂಗ್ಯುಲರ್ ಚೀಲೈಟಿಸ್ ಎಂದು ಕರೆಯಲ್ಪಡುವ ಬಾಯಿಯ ಮೂಲೆಗಳ ಚರ್ಮದ ಸೋಂಕು ಸಾಮಾನ್ಯವಾಗಿ ಬಾಯಿಯ ಮೂಲೆಗಳಲ್ಲಿ ಉರಿಯೂತ, ಕೆಂಪು ಮತ್ತು ನೋವನ್ನು ಉಂಟುಮಾಡುತ್ತದೆ. ಇದು ಸಾಮಾನ್ಯವಾಗಿ ಗಂಭೀರ ಸಮಸ್ಯೆಯಲ್ಲ, ಆದರೆ ದೈನಂದಿನ ಜೀವನದಲ್ಲಿ ಅನಾನುಕೂಲ ಉಂಟುಮಾಡುತ್ತದೆ. ಆಂಗ್ಯುಲರ್ ಚೀಲೈಟಿಸ್ ಗೆ ಸ್ಟೆಫಿಲೋಕೊಕಸ್ ಬ್ಯಾಕ್ಟೀರಿಯಾ ಮತ್ತು ಶಿಲೀಂಧ್ರ ಸೋಂಕು ಕಾರಣವಾಗಬಹುದು. ಬಾಯಿಯ ಮೂಲೆಗಳಲ್ಲಿ ಲಾಲಾರಸ ಸಂಗ್ರಹವಾಗುವುದರಿಂದ ಚರ್ಮ ಒಣಗಿ ಬಿರುಕು ಬಿಡುತ್ತದೆ. ಬಾಯಿಯ ಮೂಲೆಗಳು ತೇವವಾಗಿರುವುದರಿಂದ ಶಿಲೀಂಧ್ರಗಳು ಬೆಳೆಯಲು ಅನುಕೂಲವಾಗುತ್ತದೆ. ಆಂಗ್ಯುಲರ್ ಚೀಲೈಟಿಸ್ ವಿಟಮಿನ್ ನ ಕೊರತೆ (ವಿಶೇಷವಾಗಿ ಬಿ 12, ಫೋಲೇಟ್, ರೈಬೋಫ್ಲೇವಿನ್) ಹಾಗೂ ಕಬ್ಬಿಣದ ಕೊರತೆ (ರಕ್ತಹೀನತೆ) ಯಿಂದ ಉಂಟಾಗಬಹುದು. ತುಟಿಗಳನ್ನು ಪದೇ ಪದೇ ನಾಲಿಗೆಯಿಂದ ನೆಕ್ಕುವುದು, ದೀರ್ಘಕಾಲದವರೆಗೆ ಮಾಸ್ಕ್ ಧರಿಸುವುದು, ಸರಿಯಾಗಿ ಹೊಂದದ ದಂತಪಂಕ್ತಿ ಬಳಸುವುದು ಕೂಡ ಇದಕ್ಕೆ ಕಾರಣವಾಗಬಹುದು. ಚಳಿಗಾಲದಲ್ಲಿ ಗಾಳಿ ಒಣಗಿರುವುದರಿಂದ ಚರ್ಮ ಬೇಗ ಒಣಗುತ್ತದೆ. ಮಧುಮೇಹ ಹಾಗೂ ರೋಗನಿರೋಧಕ ಶಕ್ತಿ ಕಡಿಮೆ ಇರುವವರಲ್ಲಿ ಇದು ಹೆಚ್ಚು ಕಂಡುಬರುತ್ತದೆ. (20, 1335, 279, 1536)
poster-title: CHHAAVA (1178, 820, 1507, 888)
sudeep-match-photo (996, 1097, 1239, 1251)
